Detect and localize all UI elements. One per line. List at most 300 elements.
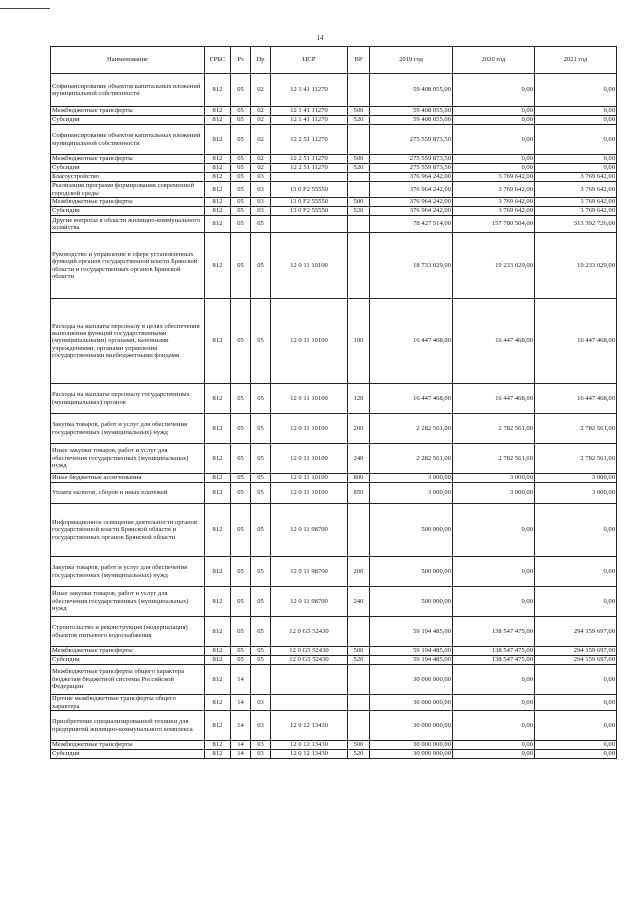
row-amount-2021: 16 447 468,00 [535,384,617,414]
row-amount-2021: 2 782 561,00 [535,444,617,474]
page-number: 14 [316,34,324,42]
row-rz: 05 [231,155,251,164]
row-csr: 12 0 G5 52430 [271,656,348,665]
row-amount-2021: 0,00 [535,741,617,750]
table-row [51,414,617,444]
row-amount-2019: 275 559 873,50 [370,164,453,173]
row-grbs: 812 [205,695,231,711]
row-csr: 12 0 11 10100 [271,233,348,299]
table-row [51,504,617,557]
row-name: Закупка товаров, работ и услуг для обеспечения государственных (муниципальных) нужд [51,557,205,587]
row-rz: 05 [231,207,251,216]
row-grbs: 812 [205,173,231,182]
row-amount-2020: 16 447 468,00 [453,384,535,414]
row-grbs: 812 [205,384,231,414]
row-csr: 12 0 G5 52430 [271,647,348,656]
column-header-pr: Пр [251,47,271,74]
row-name: Межбюджетные трансферты общего характера бюджетам бюджетной системы Российской Федерации [51,665,205,695]
row-name: Иные закупки товаров, работ и услуг для обеспечения государственных (муниципальных) нужд [51,444,205,474]
row-amount-2020: 19 233 029,00 [453,233,535,299]
row-amount-2021: 0,00 [535,107,617,116]
row-grbs: 812 [205,233,231,299]
row-csr: 12 0 11 10100 [271,299,348,384]
row-name: Благоустройство [51,173,205,182]
row-amount-2020: 0,00 [453,711,535,741]
row-amount-2019: 376 964 242,00 [370,182,453,198]
row-name: Закупка товаров, работ и услуг для обеспечения государственных (муниципальных) нужд [51,414,205,444]
column-header-csr: ЦСР [271,47,348,74]
row-amount-2021: 0,00 [535,125,617,155]
table-row [51,711,617,741]
row-amount-2020: 3 000,00 [453,474,535,483]
row-amount-2021: 19 233 029,00 [535,233,617,299]
table-row [51,207,617,216]
row-csr: 13 0 F2 55550 [271,207,348,216]
row-grbs: 812 [205,207,231,216]
row-amount-2021: 294 159 697,00 [535,656,617,665]
row-grbs: 812 [205,182,231,198]
row-rz: 14 [231,750,251,759]
row-amount-2019: 30 000 000,00 [370,741,453,750]
row-amount-2020: 138 547 475,00 [453,656,535,665]
row-rz: 05 [231,116,251,125]
row-vr: 500 [348,647,370,656]
row-amount-2021: 3 769 642,00 [535,198,617,207]
row-csr [271,665,348,695]
row-name: Расходы на выплаты персоналу государственных (муниципальных) органов [51,384,205,414]
row-csr [271,216,348,233]
row-amount-2021: 3 769 642,00 [535,182,617,198]
row-csr: 12 2 51 11270 [271,164,348,173]
row-pr: 05 [251,557,271,587]
table-row [51,557,617,587]
row-pr: 02 [251,155,271,164]
row-pr: 05 [251,414,271,444]
row-amount-2019: 2 282 561,00 [370,414,453,444]
row-rz: 05 [231,299,251,384]
row-pr: 02 [251,164,271,173]
row-amount-2021: 0,00 [535,587,617,617]
row-amount-2019: 30 000 000,00 [370,695,453,711]
row-amount-2020: 16 447 468,00 [453,299,535,384]
table-row [51,233,617,299]
row-pr: 05 [251,216,271,233]
row-amount-2020: 0,00 [453,107,535,116]
table-row [51,155,617,164]
row-name: Информационное освещение деятельности органов государственной власти Брянской области и государственных органов Брянской области [51,504,205,557]
row-amount-2021: 0,00 [535,711,617,741]
row-grbs: 812 [205,107,231,116]
row-amount-2019: 16 447 468,00 [370,299,453,384]
row-amount-2019: 376 964 242,00 [370,207,453,216]
table-row [51,617,617,647]
row-amount-2021: 294 159 697,00 [535,647,617,656]
row-name: Приобретение специализированной техники для предприятий жилищно-коммунального комплекса [51,711,205,741]
row-amount-2019: 59 408 055,00 [370,116,453,125]
row-vr: 520 [348,164,370,173]
row-pr: 03 [251,207,271,216]
row-amount-2021: 294 159 697,00 [535,617,617,647]
row-amount-2021: 0,00 [535,155,617,164]
row-pr: 03 [251,198,271,207]
row-amount-2021: 0,00 [535,750,617,759]
row-rz: 05 [231,587,251,617]
row-amount-2020: 0,00 [453,741,535,750]
table-row [51,216,617,233]
row-vr [348,216,370,233]
row-rz: 05 [231,198,251,207]
row-csr: 12 1 41 11270 [271,107,348,116]
row-csr: 12 0 11 98700 [271,557,348,587]
row-amount-2019: 275 559 873,50 [370,155,453,164]
row-amount-2019: 30 000 000,00 [370,665,453,695]
row-rz: 05 [231,125,251,155]
row-name: Субсидии [51,207,205,216]
row-amount-2020: 0,00 [453,665,535,695]
row-pr: 03 [251,750,271,759]
row-name: Иные бюджетные ассигнования [51,474,205,483]
row-vr: 100 [348,299,370,384]
row-amount-2020: 3 769 642,00 [453,198,535,207]
row-amount-2020: 0,00 [453,504,535,557]
row-csr: 12 1 41 11270 [271,74,348,107]
row-amount-2020: 2 782 561,00 [453,414,535,444]
row-grbs: 812 [205,155,231,164]
table-row [51,695,617,711]
row-amount-2019: 376 964 242,00 [370,173,453,182]
row-csr: 12 1 41 11270 [271,116,348,125]
row-csr: 12 0 11 10100 [271,384,348,414]
row-pr: 03 [251,741,271,750]
row-pr: 02 [251,107,271,116]
table-row [51,750,617,759]
row-amount-2021: 0,00 [535,665,617,695]
row-amount-2020: 3 769 642,00 [453,207,535,216]
row-pr: 05 [251,656,271,665]
table-row [51,665,617,695]
row-name: Уплата налогов, сборов и иных платежей [51,483,205,504]
table-row [51,587,617,617]
row-vr [348,173,370,182]
top-rule [0,8,50,9]
row-amount-2019: 3 000,00 [370,474,453,483]
row-amount-2019: 78 427 514,00 [370,216,453,233]
row-amount-2019: 30 000 000,00 [370,711,453,741]
row-rz: 05 [231,164,251,173]
row-rz: 14 [231,665,251,695]
row-amount-2020: 0,00 [453,557,535,587]
row-vr: 520 [348,116,370,125]
row-pr: 03 [251,182,271,198]
row-rz: 05 [231,647,251,656]
row-csr: 13 0 F2 55550 [271,198,348,207]
column-header-vr: ВР [348,47,370,74]
row-rz: 05 [231,74,251,107]
row-rz: 14 [231,695,251,711]
row-amount-2020: 0,00 [453,74,535,107]
row-name: Расходы на выплаты персоналу в целях обеспечения выполнения функций государственными (муниципальными) органами, казенными учреждениями, органами управления государственными внебюджетными фондами [51,299,205,384]
row-amount-2019: 59 194 485,00 [370,617,453,647]
row-amount-2020: 157 780 504,00 [453,216,535,233]
row-rz: 05 [231,182,251,198]
row-pr: 02 [251,116,271,125]
row-name: Межбюджетные трансферты [51,155,205,164]
row-name: Межбюджетные трансферты [51,198,205,207]
row-amount-2019: 376 964 242,00 [370,198,453,207]
row-grbs: 812 [205,587,231,617]
row-vr: 240 [348,587,370,617]
row-name: Реализация программ формирования современной городской среды [51,182,205,198]
row-name: Другие вопросы в области жилищно-коммунального хозяйства [51,216,205,233]
row-grbs: 812 [205,483,231,504]
row-pr [251,665,271,695]
row-amount-2020: 3 769 642,00 [453,182,535,198]
row-grbs: 812 [205,741,231,750]
row-amount-2019: 16 447 468,00 [370,384,453,414]
row-vr [348,233,370,299]
row-rz: 05 [231,107,251,116]
table-row [51,107,617,116]
table-row [51,647,617,656]
row-pr: 05 [251,617,271,647]
row-vr [348,665,370,695]
row-name: Межбюджетные трансферты [51,107,205,116]
row-grbs: 812 [205,444,231,474]
row-name: Субсидии [51,116,205,125]
row-amount-2020: 0,00 [453,155,535,164]
row-vr: 850 [348,483,370,504]
row-rz: 05 [231,483,251,504]
table-row [51,474,617,483]
row-csr: 12 2 51 11270 [271,155,348,164]
row-amount-2019: 59 408 055,00 [370,107,453,116]
row-csr: 12 0 G5 52430 [271,617,348,647]
row-amount-2020: 2 782 561,00 [453,444,535,474]
row-vr: 520 [348,207,370,216]
table-row [51,125,617,155]
column-header-name: Наименование [51,47,205,74]
row-amount-2020: 0,00 [453,164,535,173]
row-name: Прочие межбюджетные трансферты общего характера [51,695,205,711]
row-rz: 05 [231,216,251,233]
table-row [51,74,617,107]
table-row [51,384,617,414]
row-pr: 03 [251,695,271,711]
row-csr: 12 0 12 13430 [271,741,348,750]
row-grbs: 812 [205,665,231,695]
row-vr [348,695,370,711]
row-vr [348,74,370,107]
row-rz: 05 [231,384,251,414]
row-pr: 03 [251,711,271,741]
table-row [51,116,617,125]
row-amount-2020: 0,00 [453,116,535,125]
row-csr: 12 0 11 10100 [271,444,348,474]
row-grbs: 812 [205,164,231,173]
row-vr: 520 [348,750,370,759]
row-amount-2020: 3 769 642,00 [453,173,535,182]
row-csr [271,173,348,182]
row-rz: 14 [231,711,251,741]
row-amount-2021: 0,00 [535,74,617,107]
row-vr [348,125,370,155]
row-pr: 05 [251,299,271,384]
row-pr: 02 [251,125,271,155]
row-pr: 05 [251,444,271,474]
row-grbs: 812 [205,711,231,741]
row-grbs: 812 [205,414,231,444]
row-rz: 05 [231,444,251,474]
row-amount-2019: 30 000 000,00 [370,750,453,759]
row-grbs: 812 [205,125,231,155]
column-header-2019: 2019 год [370,47,453,74]
row-csr: 12 0 12 13430 [271,711,348,741]
row-csr: 12 0 11 98700 [271,587,348,617]
row-name: Межбюджетные трансферты [51,647,205,656]
row-vr: 500 [348,107,370,116]
row-amount-2019: 500 000,00 [370,504,453,557]
row-amount-2021: 0,00 [535,695,617,711]
row-grbs: 812 [205,299,231,384]
row-vr: 200 [348,414,370,444]
row-grbs: 812 [205,647,231,656]
row-name: Софинансирование объектов капитальных вложений муниципальной собственности [51,125,205,155]
budget-table [50,46,617,759]
row-amount-2020: 0,00 [453,125,535,155]
table-body [51,74,617,759]
row-rz: 05 [231,233,251,299]
row-csr: 12 0 11 10100 [271,483,348,504]
row-name: Руководство и управление в сфере установленных функций органов государственной власти Брянской области и государственных органов Брянской области [51,233,205,299]
row-vr [348,182,370,198]
row-grbs: 812 [205,617,231,647]
row-rz: 05 [231,474,251,483]
row-rz: 14 [231,741,251,750]
row-pr: 03 [251,173,271,182]
row-amount-2021: 0,00 [535,116,617,125]
row-amount-2021: 3 000,00 [535,483,617,504]
row-rz: 05 [231,617,251,647]
row-amount-2019: 59 194 485,00 [370,647,453,656]
row-rz: 05 [231,414,251,444]
row-vr: 500 [348,155,370,164]
row-vr: 520 [348,656,370,665]
row-amount-2019: 18 733 029,00 [370,233,453,299]
row-csr [271,695,348,711]
row-amount-2020: 138 547 475,00 [453,617,535,647]
row-grbs: 812 [205,504,231,557]
table-row [51,741,617,750]
row-name: Иные закупки товаров, работ и услуг для обеспечения государственных (муниципальных) нужд [51,587,205,617]
row-amount-2019: 59 194 485,00 [370,656,453,665]
row-name: Софинансирование объектов капитальных вложений муниципальной собственности [51,74,205,107]
row-amount-2021: 3 769 642,00 [535,207,617,216]
row-amount-2020: 0,00 [453,695,535,711]
row-amount-2021: 313 392 726,00 [535,216,617,233]
row-pr: 05 [251,233,271,299]
row-grbs: 812 [205,656,231,665]
row-amount-2019: 275 559 873,50 [370,125,453,155]
row-amount-2020: 138 547 475,00 [453,647,535,656]
row-pr: 05 [251,647,271,656]
row-amount-2019: 59 408 055,00 [370,74,453,107]
row-amount-2020: 3 000,00 [453,483,535,504]
row-amount-2021: 3 000,00 [535,474,617,483]
row-csr: 12 0 12 13430 [271,750,348,759]
row-vr [348,504,370,557]
table-row [51,483,617,504]
table-row [51,198,617,207]
row-vr: 120 [348,384,370,414]
row-vr: 500 [348,198,370,207]
row-amount-2021: 2 782 561,00 [535,414,617,444]
row-rz: 05 [231,504,251,557]
row-name: Межбюджетные трансферты [51,741,205,750]
row-vr: 800 [348,474,370,483]
row-pr: 05 [251,483,271,504]
row-amount-2021: 0,00 [535,164,617,173]
row-rz: 05 [231,173,251,182]
row-csr: 12 0 11 10100 [271,474,348,483]
row-amount-2019: 500 000,00 [370,587,453,617]
table-row [51,164,617,173]
row-pr: 05 [251,587,271,617]
column-header-rz: Рз [231,47,251,74]
table-row [51,299,617,384]
table-row [51,444,617,474]
row-name: Субсидии [51,656,205,665]
row-name: Строительство и реконструкция (модернизация) объектов питьевого водоснабжения [51,617,205,647]
row-grbs: 812 [205,198,231,207]
row-grbs: 812 [205,474,231,483]
row-pr: 05 [251,504,271,557]
row-grbs: 812 [205,74,231,107]
table-row [51,182,617,198]
table-header-row [51,47,617,74]
column-header-grbs: ГРБС [205,47,231,74]
row-grbs: 812 [205,116,231,125]
row-pr: 05 [251,384,271,414]
row-rz: 05 [231,656,251,665]
row-amount-2019: 500 000,00 [370,557,453,587]
row-amount-2021: 16 447 468,00 [535,299,617,384]
row-rz: 05 [231,557,251,587]
column-header-2020: 2020 год [453,47,535,74]
row-amount-2021: 0,00 [535,557,617,587]
row-grbs: 812 [205,557,231,587]
row-name: Субсидии [51,164,205,173]
table-row [51,173,617,182]
row-amount-2019: 3 000,00 [370,483,453,504]
row-grbs: 812 [205,216,231,233]
row-grbs: 812 [205,750,231,759]
row-amount-2020: 0,00 [453,750,535,759]
row-name: Субсидии [51,750,205,759]
row-amount-2021: 3 769 642,00 [535,173,617,182]
row-csr: 12 2 51 11270 [271,125,348,155]
row-amount-2021: 0,00 [535,504,617,557]
table-row [51,656,617,665]
row-vr: 200 [348,557,370,587]
row-csr: 13 0 F2 55550 [271,182,348,198]
row-pr: 05 [251,474,271,483]
row-vr: 240 [348,444,370,474]
row-pr: 02 [251,74,271,107]
column-header-2021: 2021 год [535,47,617,74]
row-vr [348,711,370,741]
row-vr: 500 [348,741,370,750]
row-csr: 12 0 11 98700 [271,504,348,557]
